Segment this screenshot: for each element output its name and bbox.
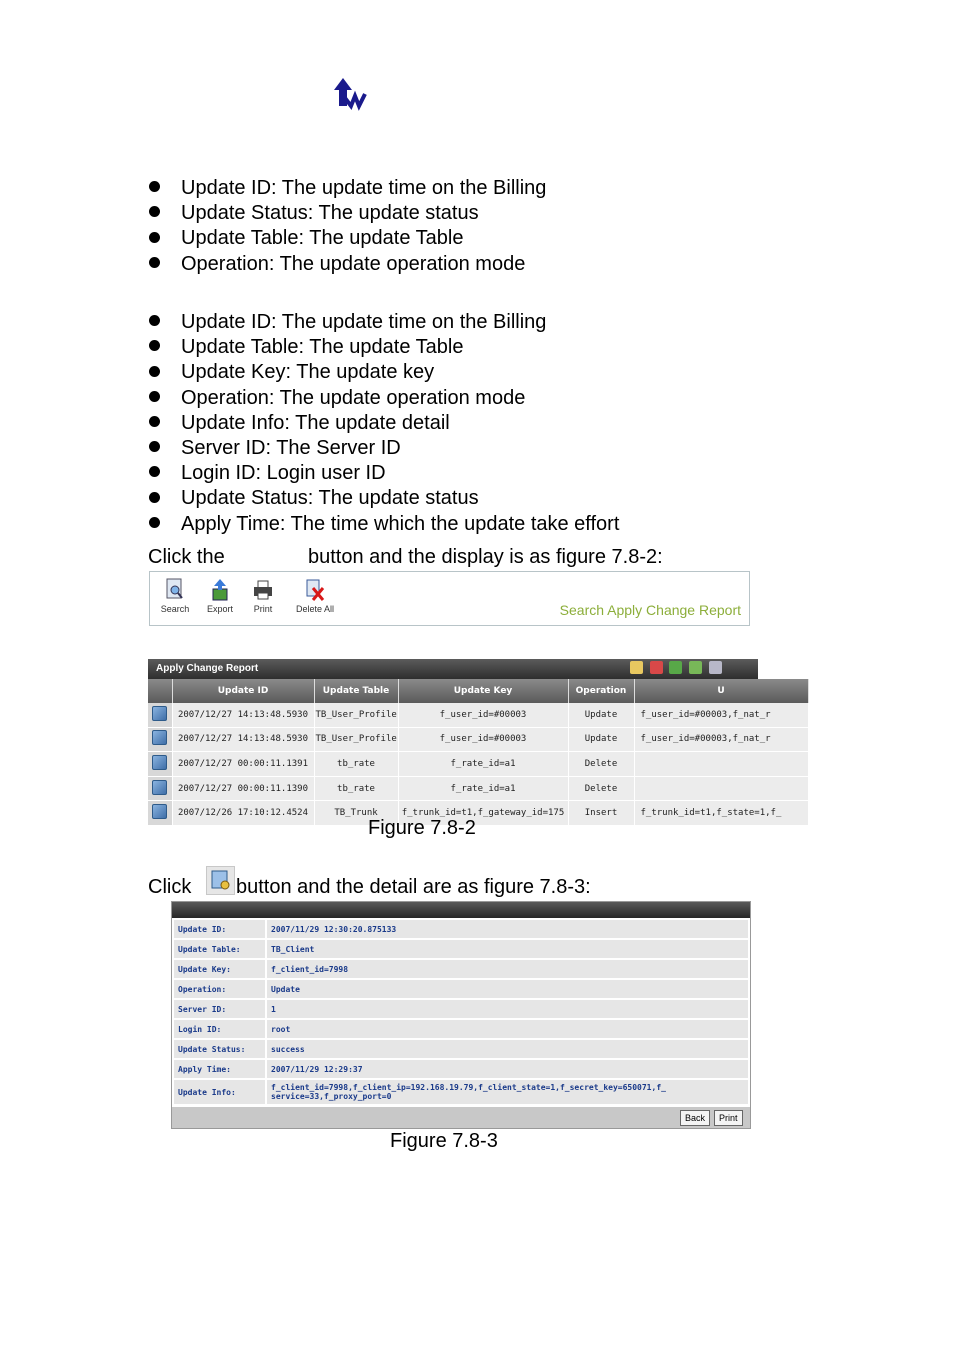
report-header (148, 659, 758, 679)
table-row: 2007/12/27 14:13:48.5930 TB_User_Profile f_user_id=#00003 Update f_user_id=#00003,f_nat_r (148, 727, 808, 752)
detail-icon[interactable] (152, 730, 167, 745)
detail-header (172, 902, 750, 918)
column-header[interactable]: U (634, 679, 808, 703)
detail-icon[interactable] (152, 804, 167, 819)
list-item: Login ID: Login user ID (149, 461, 619, 486)
printer-icon (253, 578, 273, 602)
column-header (148, 679, 172, 703)
figure-caption: Figure 7.8-2 (368, 817, 476, 839)
instruction-text-1: Click the (148, 546, 225, 568)
delete-icon (305, 578, 325, 602)
export-icon (210, 578, 230, 602)
apply-change-report (148, 659, 782, 819)
table-row: 2007/12/27 00:00:11.1391 tb_rate f_rate_id=a1 Delete (148, 752, 808, 777)
search-button[interactable]: Search (155, 578, 195, 614)
toolbar-title: Search Apply Change Report (559, 602, 741, 618)
list-item: Update ID: The update time on the Billing (149, 310, 619, 335)
report-table (148, 679, 809, 826)
search-icon[interactable] (630, 661, 643, 674)
list-item: Update Status: The update status (149, 486, 619, 511)
list-item: Server ID: The Server ID (149, 436, 619, 461)
list-item: Update Table: The update Table (149, 335, 619, 360)
add-icon[interactable] (669, 661, 682, 674)
back-button[interactable]: Back (680, 1110, 710, 1126)
report-title: Apply Change Report (156, 663, 259, 674)
update-info-line: service=33,f_proxy_port=0 (271, 1092, 392, 1101)
printer-icon[interactable] (709, 661, 722, 674)
list-item: Operation: The update operation mode (149, 386, 619, 411)
report-toolbar (149, 571, 750, 626)
column-header[interactable]: Update ID (172, 679, 314, 703)
detail-icon[interactable] (152, 706, 167, 721)
table-header-row (148, 679, 808, 703)
table-row: Apply Time: 2007/11/29 12:29:37 (174, 1060, 748, 1078)
detail-icon[interactable] (152, 780, 167, 795)
detail-footer (172, 1107, 750, 1128)
print-button[interactable]: Print (714, 1110, 743, 1126)
list-item: Update ID: The update time on the Billing (149, 176, 546, 201)
table-row: Server ID: 1 (174, 1000, 748, 1018)
instruction-text-1b: button and the display is as figure 7.8-2: (308, 546, 663, 568)
table-row: Update Table: TB_Client (174, 940, 748, 958)
list-item: Update Status: The update status (149, 201, 546, 226)
list-item: Update Info: The update detail (149, 411, 619, 436)
update-detail-panel (171, 901, 751, 1129)
table-row: Update Key: f_client_id=7998 (174, 960, 748, 978)
field-list-summary (149, 176, 546, 277)
table-row: Update ID: 2007/11/29 12:30:20.875133 (174, 920, 748, 938)
instruction-text-2b: button and the detail are as figure 7.8-3: (236, 876, 591, 898)
column-header[interactable]: Update Key (398, 679, 568, 703)
detail-table (172, 918, 750, 1106)
table-row: Update Info: f_client_id=7998,f_client_ip=192.168.19.79,f_client_state=1,f_secret_key=650071,f_ service=33,f_proxy_port=0 (174, 1080, 748, 1104)
field-list-detail (149, 310, 619, 537)
table-row: Operation: Update (174, 980, 748, 998)
print-button[interactable]: Print (243, 578, 283, 614)
table-row: Login ID: root (174, 1020, 748, 1038)
export-button[interactable]: Export (200, 578, 240, 614)
figure-caption: Figure 7.8-3 (390, 1130, 498, 1152)
search-icon (165, 578, 185, 602)
list-item: Update Table: The update Table (149, 226, 546, 251)
list-item: Apply Time: The time which the update take effort (149, 512, 619, 537)
delete-icon[interactable] (650, 661, 663, 674)
list-item: Update Key: The update key (149, 360, 619, 385)
column-header[interactable]: Operation (568, 679, 634, 703)
detail-icon (206, 866, 235, 895)
list-item: Operation: The update operation mode (149, 252, 546, 277)
table-row: 2007/12/27 00:00:11.1390 tb_rate f_rate_id=a1 Delete (148, 776, 808, 801)
delete-all-button[interactable]: Delete All (293, 578, 337, 614)
update-info-line: f_client_id=7998,f_client_ip=192.168.19.79,f_client_state=1,f_secret_key=650071,f_ (271, 1083, 666, 1092)
detail-icon[interactable] (152, 755, 167, 770)
report-header-icons (626, 661, 722, 682)
export-icon[interactable] (689, 661, 702, 674)
table-row: Update Status: success (174, 1040, 748, 1058)
company-logo (331, 76, 369, 110)
table-row: 2007/12/27 14:13:48.5930 TB_User_Profile f_user_id=#00003 Update f_user_id=#00003,f_nat_r (148, 703, 808, 727)
column-header[interactable]: Update Table (314, 679, 398, 703)
table-row: 2007/12/26 17:10:12.4524 TB_Trunk f_trunk_id=t1,f_gateway_id=175 Insert f_trunk_id=t1,f_state=1,f_ (148, 801, 808, 826)
instruction-text-2a: Click (148, 876, 192, 898)
